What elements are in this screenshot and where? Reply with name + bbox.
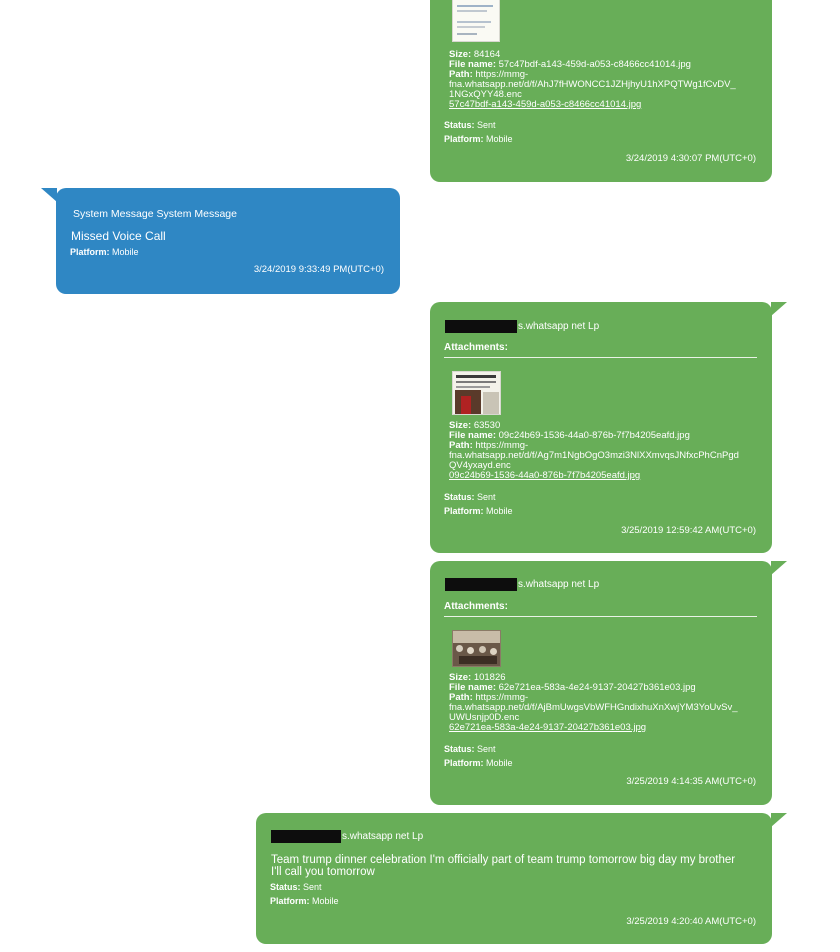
message-bubble-outgoing bbox=[430, 302, 772, 553]
attachment-meta: Size: 63530 File name: 09c24b69-1536-44a0-876b-7f7b4205eafd.jpg Path: https://mmg- fna.whatsapp.net/d/f/Ag7m1NgbOgO3mzi3NlXXmvqsJNfxcPhCnPgd QV4yxayd.enc 09c24b69-1536-44a0-876b-7f7b4205eafd.jpg bbox=[449, 420, 739, 481]
redaction-bar bbox=[445, 320, 517, 333]
attachment-meta: Size: 84164 File name: 57c47bdf-a143-459d-a053-c8466cc41014.jpg Path: https://mmg- fna.whatsapp.net/d/f/AhJ7fHWONCC1JZHjhyU1hXPQTWg1fCvDV_ 1NGxQYY48.enc 57c47bdf-a143-459d-a053-c8466cc41014.jpg bbox=[449, 49, 736, 110]
attachment-path: https://mmg- bbox=[475, 69, 529, 80]
attachment-link[interactable]: 09c24b69-1536-44a0-876b-7f7b4205eafd.jpg bbox=[449, 470, 641, 481]
message-timestamp: 3/25/2019 4:20:40 AM(UTC+0) bbox=[626, 916, 756, 927]
attachment-size: 101826 bbox=[473, 672, 506, 683]
attachment-thumbnail[interactable] bbox=[452, 630, 501, 667]
attachment-thumbnail[interactable] bbox=[452, 371, 501, 415]
bubble-tail bbox=[771, 561, 787, 575]
attachments-divider bbox=[444, 616, 757, 617]
attachments-label: Attachments: bbox=[444, 601, 508, 612]
message-timestamp: 3/24/2019 9:33:49 PM(UTC+0) bbox=[253, 264, 384, 275]
message-timestamp: 3/25/2019 12:59:42 AM(UTC+0) bbox=[621, 525, 756, 536]
attachment-meta: Size: 101826 File name: 62e721ea-583a-4e24-9137-20427b361e03.jpg Path: https://mmg- fna.whatsapp.net/d/f/AjBmUwgsVbWFHGndixhuXnXwjYM3YoUvSv_ UWUsnjp0D.enc 62e721ea-583a-4e24-9137-20427b361e03.jpg bbox=[449, 672, 738, 733]
attachment-size: 84164 bbox=[473, 49, 501, 60]
bubble-tail bbox=[41, 188, 57, 202]
redaction-bar bbox=[445, 578, 517, 591]
bubble-tail bbox=[771, 302, 787, 316]
attachment-size: 63530 bbox=[473, 420, 501, 431]
message-bubble-system bbox=[56, 188, 400, 294]
message-status: Status: Sent Platform: Mobile bbox=[270, 882, 339, 906]
message-status: Status: Sent Platform: Mobile bbox=[444, 744, 513, 768]
attachment-path: https://mmg- bbox=[475, 692, 529, 703]
message-status: Status: Sent Platform: Mobile bbox=[444, 492, 513, 516]
attachment-link[interactable]: 57c47bdf-a143-459d-a053-c8466cc41014.jpg bbox=[449, 99, 642, 110]
message-platform: Platform: Mobile bbox=[70, 247, 139, 257]
attachment-thumbnail[interactable] bbox=[452, 0, 500, 42]
sender-name: s.whatsapp net Lp bbox=[445, 578, 599, 591]
sender-name: s.whatsapp net Lp bbox=[445, 320, 599, 333]
attachments-label: Attachments: bbox=[444, 342, 508, 353]
message-timestamp: 3/24/2019 4:30:07 PM(UTC+0) bbox=[625, 153, 756, 164]
message-bubble-outgoing bbox=[430, 0, 772, 182]
attachments-divider bbox=[444, 357, 757, 358]
sender-name: s.whatsapp net Lp bbox=[271, 830, 423, 843]
message-bubble-outgoing bbox=[430, 561, 772, 805]
system-message-title: System Message System Message bbox=[73, 208, 237, 220]
attachment-file-name: 57c47bdf-a143-459d-a053-c8466cc41014.jpg bbox=[498, 59, 691, 70]
message-status: Status: Sent Platform: Mobile bbox=[444, 120, 513, 144]
bubble-tail bbox=[771, 813, 787, 827]
attachment-file-name: 62e721ea-583a-4e24-9137-20427b361e03.jpg bbox=[498, 682, 696, 693]
attachment-link[interactable]: 62e721ea-583a-4e24-9137-20427b361e03.jpg bbox=[449, 722, 647, 733]
attachment-path: https://mmg- bbox=[475, 440, 529, 451]
missed-voice-call-text: Missed Voice Call bbox=[71, 229, 166, 243]
attachment-file-name: 09c24b69-1536-44a0-876b-7f7b4205eafd.jpg bbox=[498, 430, 690, 441]
redaction-bar bbox=[271, 830, 341, 843]
message-text: Team trump dinner celebration I'm officially part of team trump tomorrow big day my brother I'll call you tomorrow bbox=[271, 854, 736, 878]
message-bubble-outgoing bbox=[256, 813, 772, 944]
message-timestamp: 3/25/2019 4:14:35 AM(UTC+0) bbox=[626, 776, 756, 787]
